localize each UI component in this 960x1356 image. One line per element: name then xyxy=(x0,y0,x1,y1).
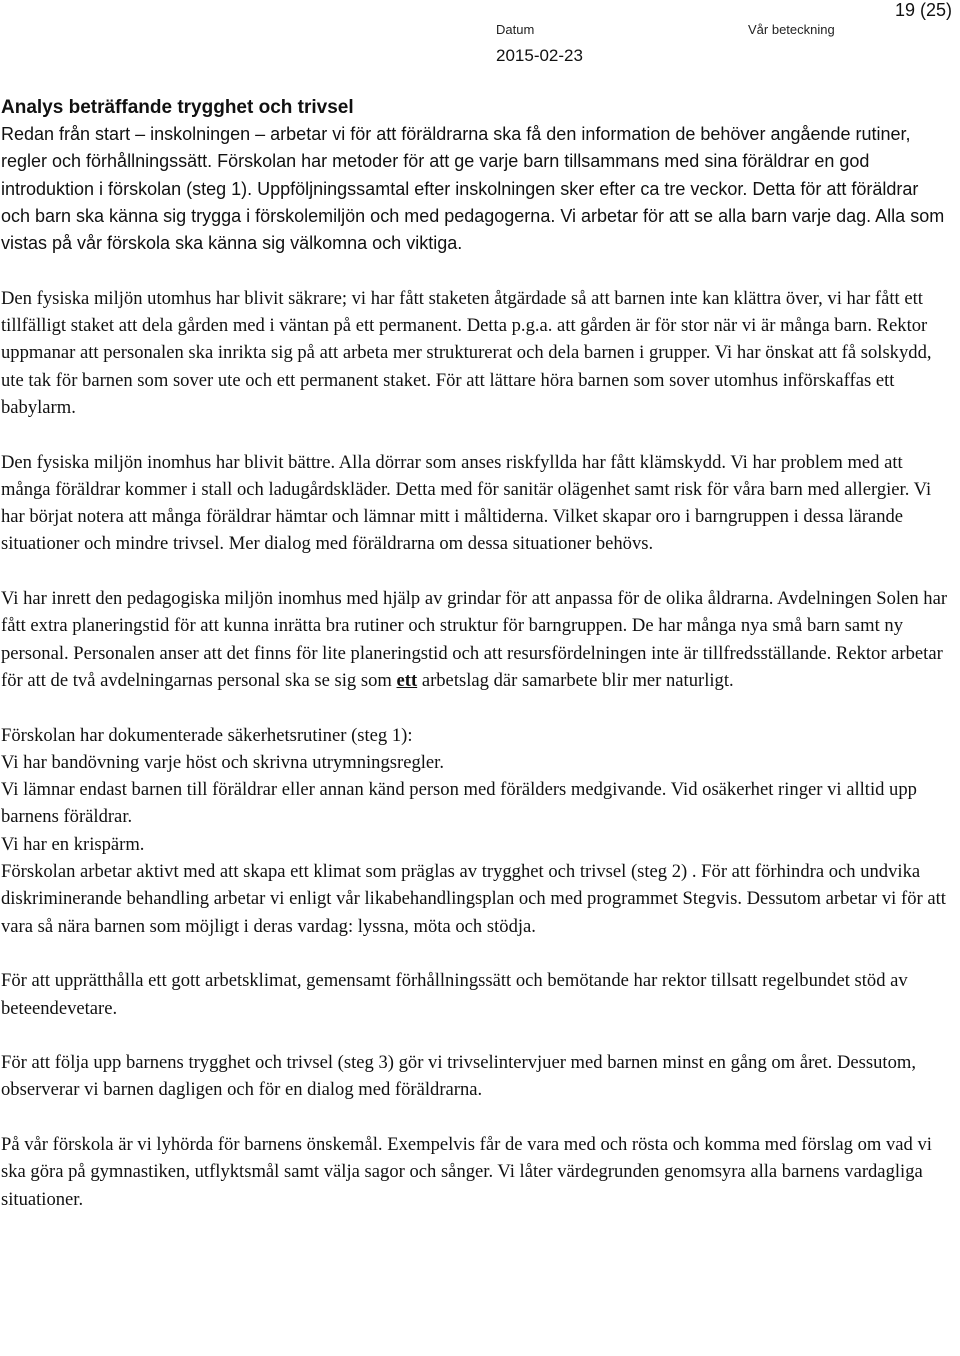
paragraph-indoor: Den fysiska miljön inomhus har blivit bättre. Alla dörrar som anses riskfyllda har fått klämskydd. Vi har problem med att många föräldrar kommer i stall och ladugårdskläder. Detta med för sanitär olägenhet samt risk för våra barn med allergier. Vi har börjat notera att många föräldrar hämtar och lämnar mitt i måltiderna. Vilket skapar oro i barngruppen i dessa lärande situationer och mindre trivsel. Mer dialog med föräldrarna om dessa situationer behövs. xyxy=(1,451,932,555)
paragraph-gap xyxy=(0,421,950,448)
page-header xyxy=(0,0,960,80)
date-label: Datum xyxy=(496,22,535,37)
page-number: 19 (25) xyxy=(894,0,952,20)
paragraph-gap xyxy=(0,558,950,585)
paragraph-safety-intro: Förskolan har dokumenterade säkerhetsrutiner (steg 1): xyxy=(1,724,413,746)
paragraph-pedagogic xyxy=(0,585,950,694)
paragraph-gap xyxy=(0,1022,950,1049)
paragraph-gap xyxy=(0,1104,950,1131)
paragraph-gap xyxy=(0,940,950,967)
paragraph-followup: För att följa upp barnens trygghet och trivsel (steg 3) gör vi trivselintervjuer med barnen minst en gång om året. Dessutom, observerar vi barnen dagligen och för en dialog med föräldrarna. xyxy=(1,1052,917,1101)
paragraph-safety-pickup: Vi lämnar endast barnen till föräldrar eller annan känd person med förälders medgivande. Vid osäkerhet ringer vi alltid upp barnens föräldrar. xyxy=(1,779,917,828)
paragraph-outdoor: Den fysiska miljön utomhus har blivit säkrare; vi har fått staketen åtgärdade så att barnen inte kan klättra över, vi har fått ett tillfälligt staket att dela gården med i väntan på ett permanent. Detta p.g.a. att gården är för stor när vi är många barn. Rektor uppmanar att personalen ska inrikta sig på att arbeta mer strukturerat och dela barnen i grupper. Vi har önskat att få solskydd, ute tak för barnen som sover ute och ett permanent staket. För att lättare höra barnen som sover utomhus införskaffas ett babylarm. xyxy=(1,287,932,418)
serif-section xyxy=(0,285,950,1213)
pedagogic-text-b: arbetslag där samarbete blir mer naturligt. xyxy=(417,669,734,691)
paragraph-work-climate: För att upprätthålla ett gott arbetsklimat, gemensamt förhållningssätt och bemötande har rektor tillsatt regelbundet stöd av beteendevetare. xyxy=(1,970,908,1019)
paragraph-gap xyxy=(0,694,950,721)
section-heading: Analys beträffande trygghet och trivsel xyxy=(1,97,354,118)
intro-paragraph: Redan från start – inskolningen – arbetar vi för att föräldrarna ska få den information de behöver angående rutiner, regler och förhållningssätt. Förskolan har metoder för att ge varje barn tillsammans med sina föräldrar en god introduktion i förskolan (steg 1). Uppföljningssamtal efter inskolningen sker efter ca tre veckor. Detta för att föräldrar och barn ska känna sig trygga i förskolemiljön och med pedagogerna. Vi arbetar för att se alla barn varje dag. Alla som vistas på vår förskola ska känna sig välkomna och viktiga. xyxy=(1,124,945,254)
paragraph-wishes: På vår förskola är vi lyhörda för barnens önskemål. Exempelvis får de vara med och rösta och komma med förslag om vad vi ska göra på gymnastiken, utflyktsmål samt välja sagor och sånger. Vi låter värdegrunden genomsyra alla barnens vardagliga situationer. xyxy=(1,1133,932,1210)
paragraph-safety-climate: Förskolan arbetar aktivt med att skapa ett klimat som präglas av trygghet och trivsel (steg 2) . För att förhindra och undvika diskriminerande behandling arbetar vi enligt vår likabehandlingsplan och med programmet Stegvis. Dessutom arbetar vi för att vara så nära barnen som möjligt i deras vardag: lyssna, möta och stödja. xyxy=(1,861,946,937)
paragraph-safety-crisis: Vi har en krispärm. xyxy=(1,833,145,855)
document-body xyxy=(0,94,950,1213)
paragraph-gap xyxy=(0,257,950,284)
reference-label: Vår beteckning xyxy=(748,22,835,37)
paragraph-safety-drill: Vi har bandövning varje höst och skrivna utrymningsregler. xyxy=(1,751,444,773)
pedagogic-text-a: Vi har inrett den pedagogiska miljön inomhus med hjälp av grindar för att anpassa för de olika åldrarna. Avdelningen Solen har fått extra planeringstid för att kunna inrätta bra rutiner och struktur för barngruppen. De har många nya små barn samt ny personal. Personalen anser att det finns för lite planeringstid och att resursfördelningen inte är tillfredsställande. Rektor arbetar för att de två avdelningarnas personal ska se sig som xyxy=(1,588,948,691)
underlined-word: ett xyxy=(396,669,418,691)
document-date: 2015-02-23 xyxy=(496,46,583,65)
